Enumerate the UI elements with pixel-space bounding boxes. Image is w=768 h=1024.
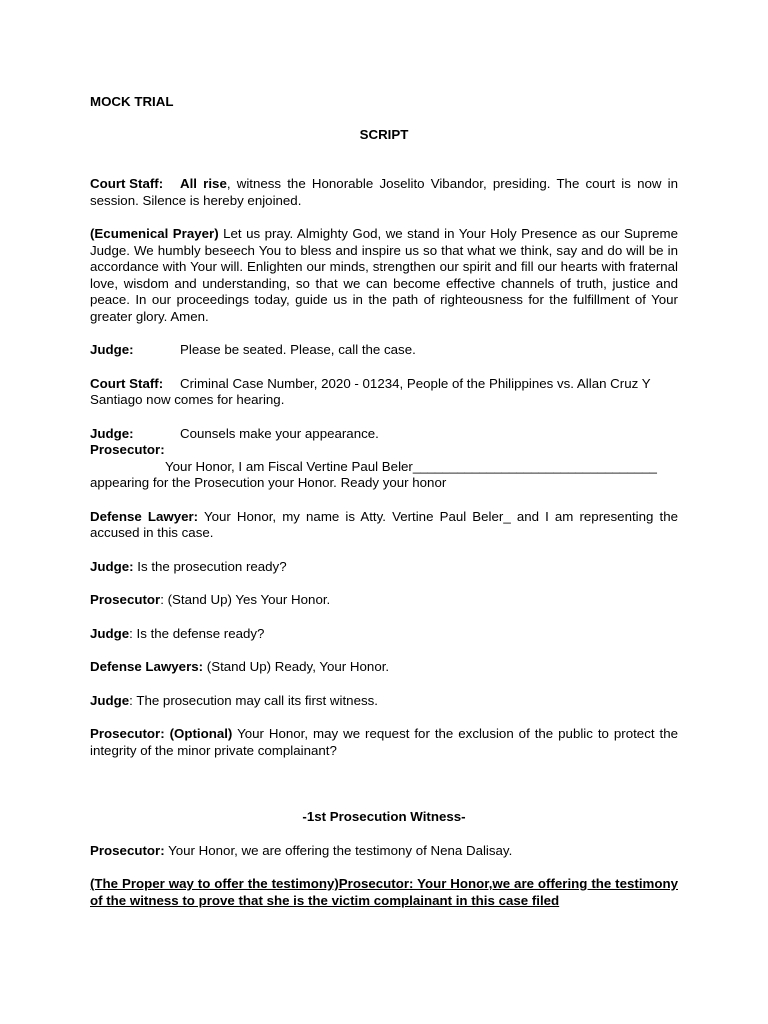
- speaker-label: Judge:: [90, 342, 134, 357]
- dialogue-text-line1: Your Honor, I am Fiscal Vertine Paul Beler_________________________________: [165, 458, 657, 474]
- paragraph-court-staff-all-rise: [90, 176, 678, 209]
- dialogue-text: Your Honor, my name is Atty. Vertine Paul Beler_ and I am representing the accused in this case.: [90, 508, 678, 540]
- dialogue-text: (Stand Up) Ready, Your Honor.: [203, 659, 390, 674]
- dialogue-text: : Is the defense ready?: [129, 625, 265, 641]
- paragraph-court-staff-case: [90, 376, 678, 409]
- dialogue-text: , witness the Honorable Joselito Vibandor, presiding. The court is now in session. Silence is hereby enjoined.: [90, 176, 678, 208]
- paragraph-judge-defense-ready: [90, 626, 678, 643]
- dialogue-text: Your Honor, may we request for the exclusion of the public to protect the integrity of the minor private complainant?: [90, 726, 678, 758]
- speaker-label: Court Staff:: [90, 375, 164, 391]
- document-title: MOCK TRIAL: [90, 94, 174, 109]
- section-heading: -1st Prosecution Witness-: [302, 809, 466, 824]
- paragraph-proper-offer: (The Proper way to offer the testimony)Prosecutor: Your Honor,we are offering the testimony of the witness to prove that she is the victim complainant in this case filed: [90, 876, 678, 908]
- speaker-label: Judge: [90, 625, 130, 641]
- speaker-label: Judge:: [90, 425, 134, 441]
- paragraph-judge-call-witness: [90, 693, 678, 710]
- paragraph-defense-appearance: [90, 509, 678, 542]
- dialogue-text: Please be seated. Please, call the case.: [180, 342, 416, 357]
- dialogue-text: Counsels make your appearance.: [180, 425, 379, 441]
- speaker-label: Prosecutor:: [90, 842, 165, 858]
- speaker-label: Court Staff:: [90, 176, 164, 191]
- dialogue-text: : The prosecution may call its first witness.: [129, 692, 378, 708]
- paragraph-prosecutor-appearance: [90, 442, 678, 492]
- speaker-label: Prosecutor:: [90, 442, 165, 457]
- paragraph-judge-prosecution-ready: [90, 559, 678, 576]
- paragraph-prosecutor-ready: [90, 592, 678, 609]
- paragraph-judge-appearance: [90, 426, 678, 443]
- speaker-label: Prosecutor: [90, 592, 161, 607]
- speaker-label: (Ecumenical Prayer): [90, 226, 219, 241]
- dialogue-text-line2: appearing for the Prosecution your Honor. Ready your honor: [90, 475, 447, 490]
- script-body: [90, 94, 678, 909]
- dialogue-text: Your Honor, we are offering the testimony of Nena Dalisay.: [164, 842, 513, 858]
- document-subtitle: SCRIPT: [359, 126, 409, 142]
- bold-text: All rise: [180, 176, 227, 191]
- dialogue-text: Criminal Case Number, 2020 - 01234, People of the Philippines vs. Allan Cruz Y Santiago now comes for hearing.: [90, 375, 651, 407]
- dialogue-text: Is the prosecution ready?: [133, 558, 287, 574]
- paragraph-defense-ready: [90, 659, 678, 676]
- paragraph-prosecutor-offer: [90, 843, 678, 860]
- speaker-label: Defense Lawyer:: [90, 508, 199, 524]
- dialogue-text: : (Stand Up) Yes Your Honor.: [160, 592, 331, 607]
- dialogue-text: Let us pray. Almighty God, we stand in Your Holy Presence as our Supreme Judge. We humbly beseech You to bless and inspire us so that what we think, say and do will be in accordance with Your will. Enlighten our minds, strengthen our spirit and fill our hearts with fraternal love, wisdom and understanding, so that we can become effective channels of truth, justice and peace. In our proceedings today, guide us in the path of righteousness for the fulfillment of Your greater glory. Amen.: [90, 226, 679, 324]
- speaker-label: Defense Lawyers:: [90, 659, 204, 674]
- paragraph-judge-seated: [90, 342, 678, 359]
- speaker-label: Judge: [90, 692, 130, 708]
- speaker-label: Judge:: [90, 558, 134, 574]
- paragraph-prosecutor-optional: [90, 726, 678, 759]
- paragraph-ecumenical-prayer: [90, 226, 678, 325]
- speaker-label: Prosecutor: (Optional): [90, 726, 233, 741]
